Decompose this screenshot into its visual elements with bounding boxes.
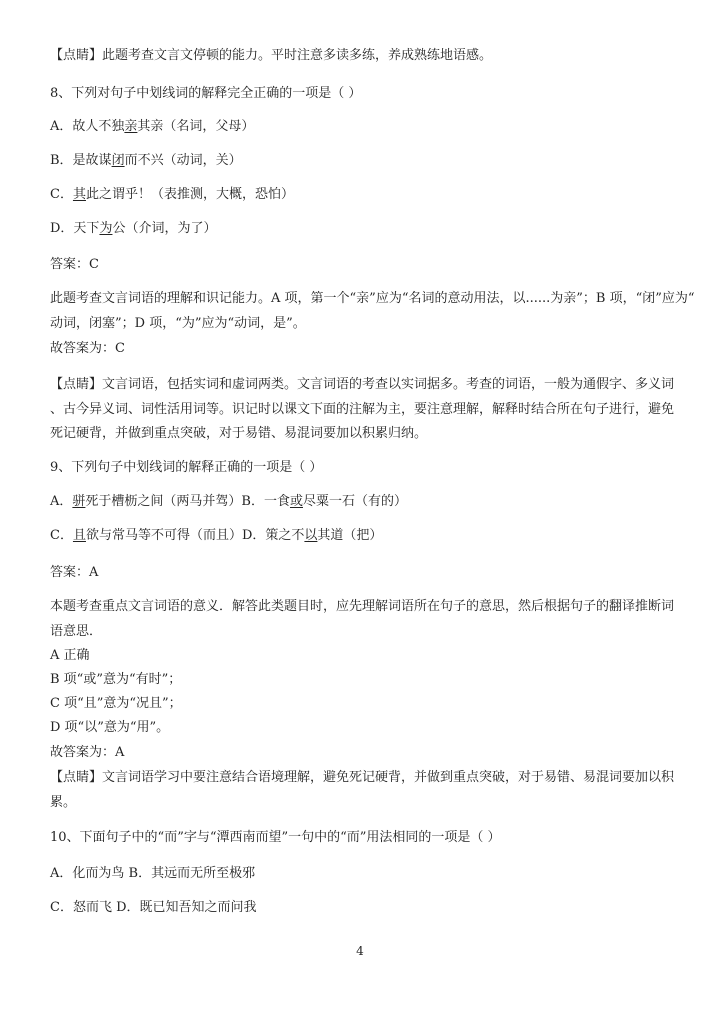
q8-conclusion: 故答案为：C [50,341,125,356]
q9-item-a: A 正确 [50,648,90,663]
q8-answer: 答案：C [50,257,99,272]
q9-conclusion: 故答案为：A [50,745,125,760]
note-2-line-1: 【点睛】文言词语，包括实词和虚词两类。文言词语的考查以实词据多。考查的词语，一般为通假字、多义词 [50,377,675,392]
q8-explanation-1: 此题考查文言词语的理解和识记能力。A 项，第一个“亲”应为“名词的意动用法，以......为亲”；B 项，“闭”应为“ [50,291,695,306]
q10-options-cd: C．怒而飞 D．既已知吾知之而问我 [50,900,257,915]
note-1: 【点睛】此题考查文言文停顿的能力。平时注意多读多练，养成熟练地语感。 [50,48,493,63]
q9-item-b: B 项“或”意为“有时”； [50,672,182,687]
q8-option-c: C．其此之谓乎！（表推测，大概，恐怕） [50,187,294,202]
page-number: 4 [356,944,364,958]
q9-answer: 答案：A [50,565,99,580]
q10-options-ab: A．化而为鸟 B．其远而无所至极邪 [50,866,256,881]
q9-options-ab: A．骈死于槽枥之间（两马并驾）B．一食或尽粟一石（有的） [50,494,407,509]
note-3-line-2: 累。 [50,795,77,810]
underlined-word: 亲 [124,119,138,134]
q9-explanation-2: 语意思． [50,624,103,639]
q9-item-c: C 项“且”意为“况且”； [50,696,182,711]
note-2-line-2: 、古今异义词、词性活用词等。识记时以课文下面的注解为主，要注意理解，解释时结合所在句子进行，避免 [50,402,675,417]
q9-item-d: D 项“以”意为“用”。 [50,720,170,735]
q8-option-a: A．故人不独亲其亲（名词，父母） [50,119,255,134]
q9-explanation-1: 本题考查重点文言词语的意义．解答此类题目时，应先理解词语所在句子的意思，然后根据句子的翻译推断词 [50,599,675,614]
question-8: 8、下列对句子中划线词的解释完全正确的一项是（ ） [50,86,362,101]
note-3-line-1: 【点睛】文言词语学习中要注意结合语境理解，避免死记硬背，并做到重点突破，对于易错、易混词要加以积 [50,770,675,785]
note-2-line-3: 死记硬背，并做到重点突破，对于易错、易混词要加以积累归纳。 [50,426,428,441]
underlined-word: 闭 [111,153,125,168]
underlined-word: 以 [304,528,318,543]
question-10: 10、下面句子中的“而”字与“潭西南而望”一句中的“而”用法相同的一项是（ ） [50,830,501,845]
q9-options-cd: C．且欲与常马等不可得（而且）D．策之不以其道（把） [50,528,383,543]
question-9: 9、下列句子中划线词的解释正确的一项是（ ） [50,460,323,475]
q8-option-d: D．天下为公（介词，为了） [50,221,217,236]
underlined-word: 且 [72,528,86,543]
underlined-word: 骈 [72,494,86,509]
q8-option-b: B．是故谋闭而不兴（动词，关） [50,153,242,168]
underlined-word: 或 [289,494,303,509]
underlined-word: 其 [72,187,86,202]
underlined-word: 为 [99,221,113,236]
q8-explanation-2: 动词，闭塞”；D 项，“为”应为“动词，是”。 [50,316,306,331]
